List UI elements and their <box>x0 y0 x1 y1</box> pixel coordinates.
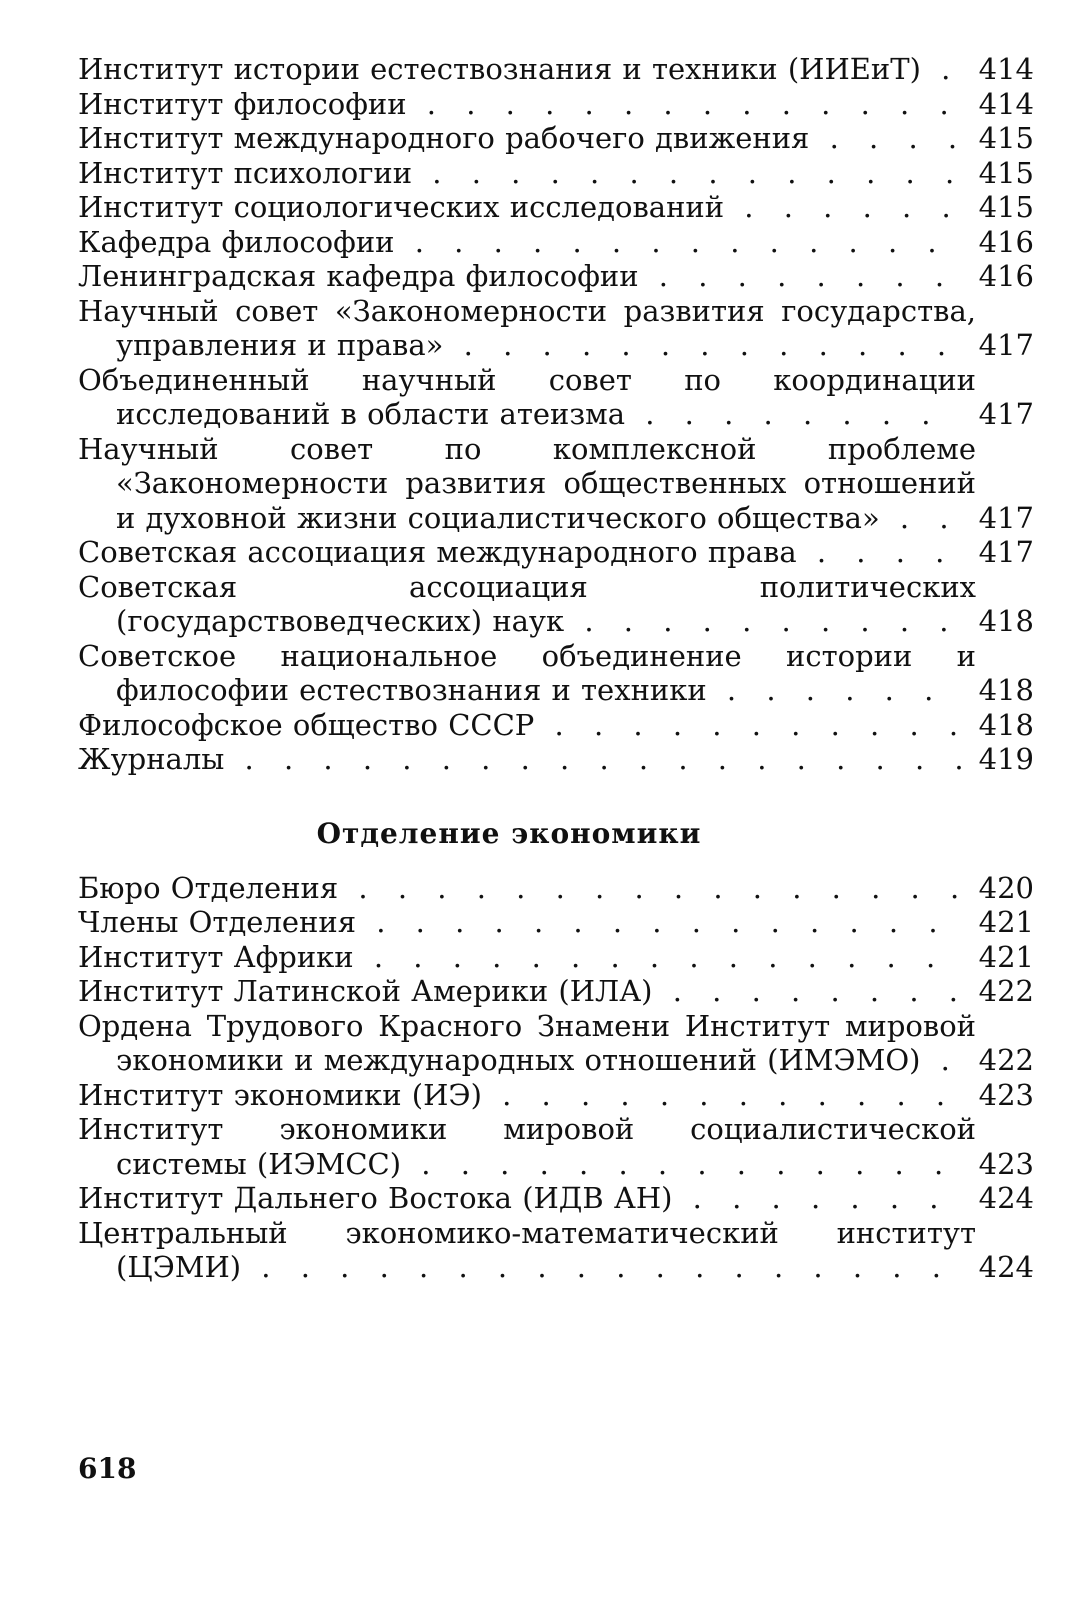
dot-leader: . <box>920 1043 960 1077</box>
toc-entry-text <box>78 905 976 940</box>
toc-entry <box>78 294 1040 363</box>
toc-entry-page: 423 <box>978 1146 1034 1181</box>
dot-leader: . . . . . . . . . . . . . . . . . . <box>241 1250 951 1284</box>
entry-title: Центральный экономико-математический институт (ЦЭМИ) <box>78 1215 976 1284</box>
toc-entry <box>78 708 1040 743</box>
entry-title: Институт Африки <box>78 939 354 974</box>
toc-entry <box>78 871 1040 906</box>
dot-leader: . . . . . . . . . . . . . <box>443 328 957 362</box>
entry-title: Члены Отделения <box>78 905 357 939</box>
entry-title: Ордена Трудового Красного Знамени Институт мировой экономики и международных отношений (ИМЭМО) <box>78 1008 976 1077</box>
toc-entry <box>78 974 1040 1009</box>
entry-title: Институт международного рабочего движения <box>78 121 810 155</box>
entry-title: Советская ассоциация международного права <box>78 535 797 569</box>
toc-entry <box>78 121 1040 156</box>
entry-title: Институт Латинской Америки (ИЛА) <box>78 974 653 1008</box>
entry-title: Кафедра философии <box>78 224 395 259</box>
dot-leader: . . . . . . . . <box>652 974 968 1008</box>
toc-entry-page: 420 <box>978 870 1034 905</box>
entry-title: Научный совет по комплексной проблеме «Закономерности развития общественных отношений и духовной жизни социалистического общества» <box>78 431 976 535</box>
entry-title: Ленинградская кафедра философии <box>78 259 639 293</box>
dot-leader: . . . . . . . . . . . <box>534 707 969 742</box>
toc-entry-text <box>78 1078 976 1113</box>
toc-entry <box>78 742 1040 777</box>
dot-leader: . . . . <box>796 535 955 569</box>
toc-entry-page: 424 <box>978 1250 1034 1284</box>
toc-entry <box>78 535 1040 570</box>
dot-leader: . . . . . . . . . . . . . . <box>401 1146 954 1181</box>
entry-title: Объединенный научный совет по координации исследований в области атеизма <box>78 362 976 431</box>
toc-entry-text <box>78 974 976 1009</box>
toc-entry-page: 415 <box>978 190 1034 224</box>
page-number: 618 <box>78 1452 137 1485</box>
toc-entry-text <box>78 432 976 536</box>
dot-leader: . . . . . . . . . . . . . . . <box>353 939 946 974</box>
toc-entry-text <box>78 52 976 87</box>
dot-leader: . . . . . . . . . . . . . . . . . . . <box>224 742 974 776</box>
dot-leader: . . . . . . . . <box>625 397 941 431</box>
toc-entry-text <box>78 1181 976 1216</box>
toc-entry <box>78 905 1040 940</box>
toc-entry-page: 418 <box>978 707 1034 742</box>
toc-entry-page: 415 <box>978 155 1034 190</box>
toc-entry <box>78 940 1040 975</box>
entry-title: Советская ассоциация политических (государствоведческих) наук <box>78 569 976 638</box>
toc-entry <box>78 1112 1040 1181</box>
toc-entry-page: 418 <box>978 604 1034 638</box>
toc-entry-page: 416 <box>978 224 1034 259</box>
toc-entry-text <box>78 294 976 363</box>
toc-entry <box>78 52 1040 87</box>
dot-leader: . . . . . . . . . . . . . . <box>412 155 965 190</box>
toc-entry <box>78 1009 1040 1078</box>
toc-section <box>78 52 1040 777</box>
toc-entry-text <box>78 940 976 975</box>
toc-entry <box>78 190 1040 225</box>
toc-entry-text <box>78 225 976 260</box>
dot-leader: . . . . . . . . . . . . . . <box>406 86 959 121</box>
entry-title: Институт философии <box>78 86 407 121</box>
toc-entry-text <box>78 1216 976 1285</box>
toc-section <box>78 817 1040 1285</box>
toc-entry-page: 421 <box>978 905 1034 939</box>
toc-entry <box>78 156 1040 191</box>
section-heading: Отделение экономики <box>316 816 702 850</box>
dot-leader: . . . . . . <box>724 190 961 224</box>
dot-leader: . . . . <box>809 121 968 155</box>
dot-leader: . . . . . . . <box>672 1181 949 1215</box>
dot-leader: . . . . . . . . . . <box>564 604 959 638</box>
toc-entry-page: 416 <box>978 259 1034 293</box>
dot-leader: . <box>920 52 961 86</box>
toc-entry-page: 417 <box>978 535 1034 569</box>
toc-entry-text <box>78 121 976 156</box>
toc-entry-page: 422 <box>978 974 1034 1008</box>
toc-entry-text <box>78 259 976 294</box>
toc-entry-text <box>78 708 976 743</box>
entry-title: Институт экономики мировой социалистической системы (ИЭМСС) <box>78 1112 976 1181</box>
toc-entry-text <box>78 1009 976 1078</box>
entry-title: Институт Дальнего Востока (ИДВ АН) <box>78 1181 673 1215</box>
dot-leader: . . . . . . . . . . . . . . <box>394 224 947 259</box>
toc-entry <box>78 225 1040 260</box>
entry-title: Советское национальное объединение истории и философии естествознания и техники <box>78 638 976 707</box>
toc-entry-text <box>78 871 976 906</box>
toc-entry-text <box>78 742 976 777</box>
entry-title: Философское общество СССР <box>78 707 535 742</box>
toc-entry-text <box>78 639 976 708</box>
table-of-contents <box>78 52 1040 1285</box>
toc-entry-page: 417 <box>978 328 1034 362</box>
entry-title: Институт социологических исследований <box>78 190 725 224</box>
toc-entry-text <box>78 363 976 432</box>
toc-entry-text <box>78 87 976 122</box>
toc-entry-page: 419 <box>978 742 1034 776</box>
toc-entry-page: 415 <box>978 121 1034 155</box>
toc-entry-page: 414 <box>978 86 1034 121</box>
entry-title: Научный совет «Закономерности развития государства, управления и права» <box>78 293 976 362</box>
toc-entry-text <box>78 190 976 225</box>
toc-entry-page: 424 <box>978 1181 1034 1215</box>
dot-leader: . . <box>879 500 959 535</box>
toc-entry-page: 417 <box>978 397 1034 431</box>
toc-entry-text <box>78 156 976 191</box>
dot-leader: . . . . . . . . . . . . <box>481 1077 956 1112</box>
entry-title: Институт экономики (ИЭ) <box>78 1077 482 1112</box>
toc-entry <box>78 259 1040 294</box>
toc-entry <box>78 1216 1040 1285</box>
toc-entry-text <box>78 1112 976 1181</box>
toc-entry-page: 418 <box>978 673 1034 707</box>
dot-leader: . . . . . . . . <box>638 259 955 293</box>
entry-title: Институт истории естествознания и техники (ИИЕиТ) <box>78 52 921 86</box>
toc-entry-text <box>78 535 976 570</box>
toc-entry <box>78 1181 1040 1216</box>
toc-entry <box>78 639 1040 708</box>
toc-entry <box>78 87 1040 122</box>
entry-title: Журналы <box>78 742 225 776</box>
toc-entry <box>78 363 1040 432</box>
toc-entry <box>78 570 1040 639</box>
toc-entry-page: 423 <box>978 1077 1034 1112</box>
dot-leader: . . . . . . . . . . . . . . . . <box>338 870 970 905</box>
toc-entry <box>78 1078 1040 1113</box>
toc-entry-text <box>78 570 976 639</box>
toc-entry-page: 422 <box>978 1043 1034 1077</box>
toc-entry-page: 417 <box>978 500 1034 535</box>
toc-entry-page: 421 <box>978 939 1034 974</box>
entry-title: Институт психологии <box>78 155 413 190</box>
toc-entry-page: 414 <box>978 52 1034 86</box>
entry-title: Бюро Отделения <box>78 870 339 905</box>
dot-leader: . . . . . . <box>706 673 944 707</box>
toc-entry <box>78 432 1040 536</box>
dot-leader: . . . . . . . . . . . . . . . <box>356 905 948 939</box>
